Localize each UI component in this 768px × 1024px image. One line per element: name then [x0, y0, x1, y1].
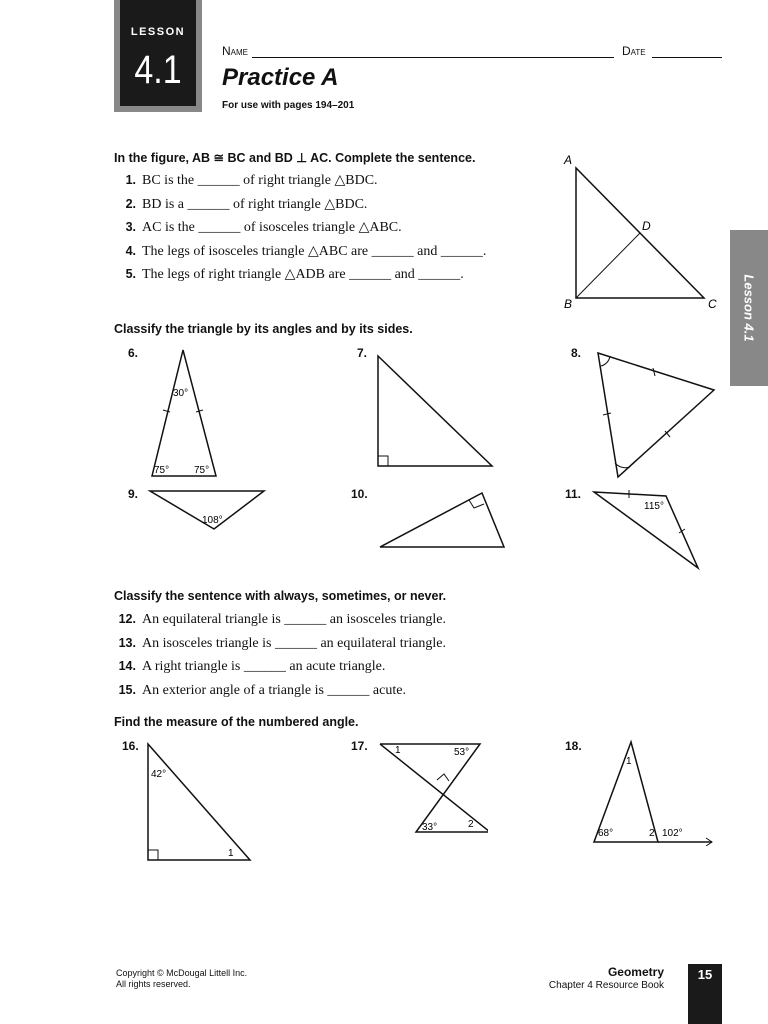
page-number-box [688, 964, 722, 1024]
page-number: 15 [697, 967, 713, 982]
question-text: A right triangle is ______ an acute triangle. [142, 659, 386, 675]
tick-mark [163, 410, 170, 412]
label-d: D [642, 219, 651, 233]
section4-instruction: Find the measure of the numbered angle. [114, 715, 359, 729]
question-12 [114, 612, 446, 636]
right-angle-mark [378, 456, 388, 466]
figure-17 [374, 738, 488, 838]
lesson-word: LESSON [130, 26, 186, 38]
figure-abc [556, 150, 726, 315]
question-number: 5. [125, 267, 136, 281]
angle-arc [601, 356, 610, 366]
question-text: An exterior angle of a triangle is ______ acute. [142, 683, 406, 699]
name-label: Name [222, 44, 249, 58]
section1-questions [114, 172, 486, 290]
question-number: 15. [118, 683, 136, 698]
section3-instruction: Classify the sentence with always, sometimes, or never. [114, 589, 447, 603]
angle-label-42: 42° [151, 769, 167, 780]
figure-6 [140, 340, 230, 480]
question-number: 1. [125, 173, 136, 187]
angle-label-53: 53° [454, 747, 470, 758]
question-2 [114, 196, 486, 220]
right-angle-mark [469, 500, 484, 508]
section2-instruction: Classify the triangle by its angles and by its sides. [114, 322, 413, 336]
angle-label-33: 33° [422, 822, 438, 833]
date-field[interactable] [652, 57, 722, 58]
question-3 [114, 219, 486, 243]
copyright-line-2: All rights reserved. [116, 979, 191, 989]
name-field[interactable] [252, 57, 614, 58]
triangle-8 [598, 353, 714, 477]
lesson-number: 4.1 [134, 48, 182, 92]
copyright-line-1: Copyright © McDougal Littell Inc. [116, 968, 248, 978]
question-text: The legs of isosceles triangle △ABC are ______ and ______. [142, 243, 487, 259]
triangle-7 [378, 356, 492, 466]
question-text: AC is the ______ of isosceles triangle △ABC. [142, 220, 402, 235]
question-13 [114, 636, 446, 660]
question-4 [114, 243, 486, 267]
angle-label-1: 1 [228, 848, 234, 859]
item-number-11: 11. [565, 487, 582, 501]
question-text: An isosceles triangle is ______ an equilateral triangle. [142, 635, 447, 651]
angle-label-75-right: 75° [194, 465, 210, 476]
date-label: Date [622, 44, 646, 58]
question-number: 12. [118, 612, 136, 626]
question-text: The legs of right triangle △ADB are ______ and ______. [142, 267, 464, 282]
copyright [116, 968, 247, 990]
right-angle-mark [437, 774, 449, 781]
angle-label-1: 1 [395, 745, 401, 756]
item-number-7: 7. [357, 346, 368, 360]
figure-7 [370, 350, 500, 472]
angle-label-2: 2 [649, 828, 655, 839]
question-text: BD is a ______ of right triangle △BDC. [142, 196, 368, 212]
label-a: A [564, 153, 573, 167]
question-number: 3. [125, 220, 136, 234]
item-number-17: 17. [351, 739, 368, 753]
item-number-16: 16. [122, 739, 139, 753]
question-number: 4. [125, 243, 136, 258]
angle-label-108: 108° [202, 515, 223, 526]
label-c: C [708, 297, 717, 311]
question-14 [114, 659, 446, 683]
figure-18 [588, 736, 716, 846]
book-subtitle: Chapter 4 Resource Book [548, 980, 664, 991]
angle-label-30: 30° [173, 388, 189, 399]
angle-label-1: 1 [626, 756, 632, 767]
question-text: An equilateral triangle is ______ an isosceles triangle. [142, 612, 447, 627]
section3-questions [114, 612, 446, 707]
question-text: BC is the ______ of right triangle △BDC. [142, 173, 378, 188]
angle-arc [615, 463, 630, 468]
question-number: 13. [118, 635, 136, 650]
triangle-10 [380, 493, 504, 547]
item-number-10: 10. [351, 487, 368, 501]
triangle-6 [152, 350, 216, 476]
right-angle-mark [148, 850, 158, 860]
question-5 [114, 266, 486, 290]
figure-10 [374, 488, 510, 552]
section1-instruction [114, 150, 475, 165]
question-number: 2. [125, 196, 136, 211]
side-tab-label: Lesson 4.1 [741, 274, 757, 342]
figure-8 [588, 345, 722, 483]
angle-label-102: 102° [662, 828, 683, 839]
angle-label-68: 68° [598, 828, 614, 839]
side-tab [730, 230, 768, 386]
section1-instruction-text: In the figure, AB ≅ BC and BD ⊥ AC. Complete the sentence. [114, 151, 476, 165]
figure-16 [140, 738, 256, 864]
angle-label-75-left: 75° [154, 465, 170, 476]
question-number: 14. [118, 659, 136, 674]
lesson-badge [114, 0, 202, 112]
tick-mark [653, 368, 655, 376]
angle-label-2: 2 [468, 819, 474, 830]
item-number-6: 6. [128, 346, 139, 360]
question-1 [114, 172, 486, 196]
item-number-8: 8. [571, 346, 582, 360]
page-subtitle: For use with pages 194–201 [222, 100, 355, 111]
item-number-18: 18. [565, 739, 582, 753]
triangle-16 [148, 744, 250, 860]
figure-11 [590, 486, 704, 572]
question-15 [114, 683, 446, 707]
figure-9 [144, 486, 270, 536]
segment-bd [576, 233, 640, 298]
page-title: Practice A [222, 64, 339, 91]
book-title: Geometry [607, 965, 664, 979]
label-b: B [564, 297, 573, 311]
item-number-9: 9. [128, 487, 139, 501]
angle-label-115: 115° [644, 501, 664, 512]
